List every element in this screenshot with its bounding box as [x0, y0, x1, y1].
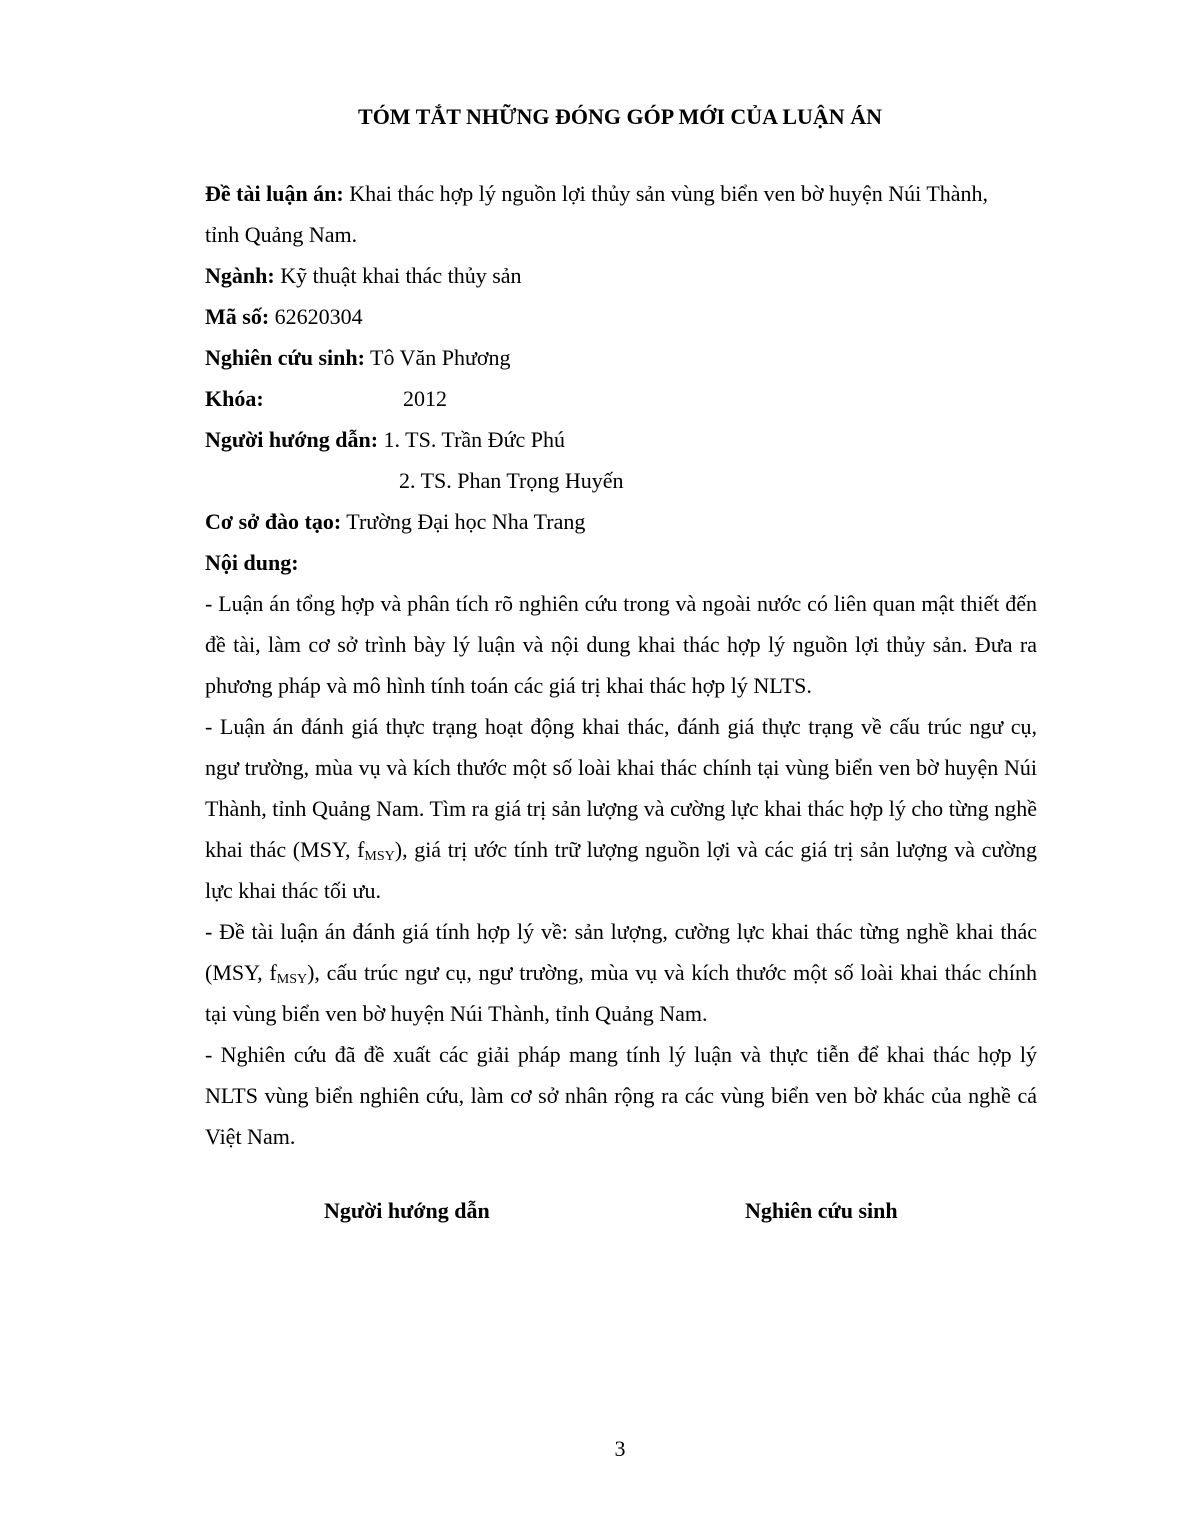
supervisor-line [205, 419, 1037, 460]
paragraph-3-text-a: - Đề tài luận án đánh giá tính hợp lý về: sản lượng, cường lực khai thác từng nghề khai thác (MSY, f [205, 919, 1037, 985]
topic-line [205, 173, 1037, 214]
paragraph-2 [205, 706, 1037, 911]
institution-label: Cơ sở đào tạo: [205, 509, 342, 534]
paragraph-3 [205, 911, 1037, 1034]
researcher-value: Tô Văn Phương [364, 345, 511, 370]
topic-line-2 [205, 214, 1037, 255]
course-line [205, 378, 1037, 419]
supervisor-1: 1. TS. Trần Đức Phú [378, 427, 565, 452]
signature-supervisor: Người hướng dẫn [324, 1198, 490, 1223]
course-label: Khóa: [205, 386, 264, 411]
institution-line [205, 501, 1037, 542]
paragraph-3-text-b: ), cấu trúc ngư cụ, ngư trường, mùa vụ và kích thước một số loài khai thác chính tại vùng biển ven bờ huyện Núi Thành, tỉnh Quảng Nam. [205, 960, 1037, 1026]
major-line [205, 255, 1037, 296]
major-label: Ngành: [205, 263, 275, 288]
code-value: 62620304 [269, 304, 363, 329]
code-line [205, 296, 1037, 337]
researcher-label: Nghiên cứu sinh: [205, 345, 365, 370]
course-value: 2012 [403, 386, 447, 411]
topic-label: Đề tài luận án: [205, 181, 344, 206]
code-label: Mã số: [205, 304, 270, 329]
topic-value-line1: Khai thác hợp lý nguồn lợi thủy sản vùng biển ven bờ huyện Núi Thành, [343, 181, 989, 206]
topic-value-line2: tỉnh Quảng Nam. [205, 222, 358, 247]
supervisor-2: 2. TS. Phan Trọng Huyến [399, 468, 624, 493]
paragraph-4: - Nghiên cứu đã đề xuất các giải pháp mang tính lý luận và thực tiễn để khai thác hợp lý NLTS vùng biển nghiên cứu, làm cơ sở nhân rộng ra các vùng biển ven bờ khác của nghề cá Việt Nam. [205, 1042, 1037, 1149]
page-number: 3 [614, 1436, 626, 1461]
paragraph-2-text-a: - Luận án đánh giá thực trạng hoạt động khai thác, đánh giá thực trạng về cấu trúc ngư cụ, ngư trường, mùa vụ và kích thước một số loài khai thác chính tại vùng biển ven bờ huyện Núi Thành, tỉnh Quảng Nam. Tìm ra giá trị sản lượng và cường lực khai thác hợp lý cho từng nghề khai thác (MSY, f [205, 714, 1037, 862]
document-body [205, 173, 1037, 1157]
paragraph-3-subscript: MSY [276, 972, 308, 987]
major-value: Kỹ thuật khai thác thủy sản [274, 263, 522, 288]
content-heading-line [205, 542, 1037, 583]
paragraph-2-text-b: ), giá trị ước tính trữ lượng nguồn lợi và các giá trị sản lượng và cường lực khai thác tối ưu. [205, 837, 1037, 903]
document-title: TÓM TẮT NHỮNG ĐÓNG GÓP MỚI CỦA LUẬN ÁN [358, 104, 882, 129]
content-label: Nội dung: [205, 550, 299, 575]
supervisor-line-2 [205, 460, 1037, 501]
institution-value: Trường Đại học Nha Trang [341, 509, 586, 534]
paragraph-2-subscript: MSY [364, 849, 395, 864]
researcher-line [205, 337, 1037, 378]
paragraph-1: - Luận án tổng hợp và phân tích rõ nghiên cứu trong và ngoài nước có liên quan mật thiết đến đề tài, làm cơ sở trình bày lý luận và nội dung khai thác hợp lý nguồn lợi thủy sản. Đưa ra phương pháp và mô hình tính toán các giá trị khai thác hợp lý NLTS. [205, 591, 1037, 698]
signature-researcher: Nghiên cứu sinh [745, 1198, 898, 1223]
supervisor-label: Người hướng dẫn: [205, 427, 379, 452]
